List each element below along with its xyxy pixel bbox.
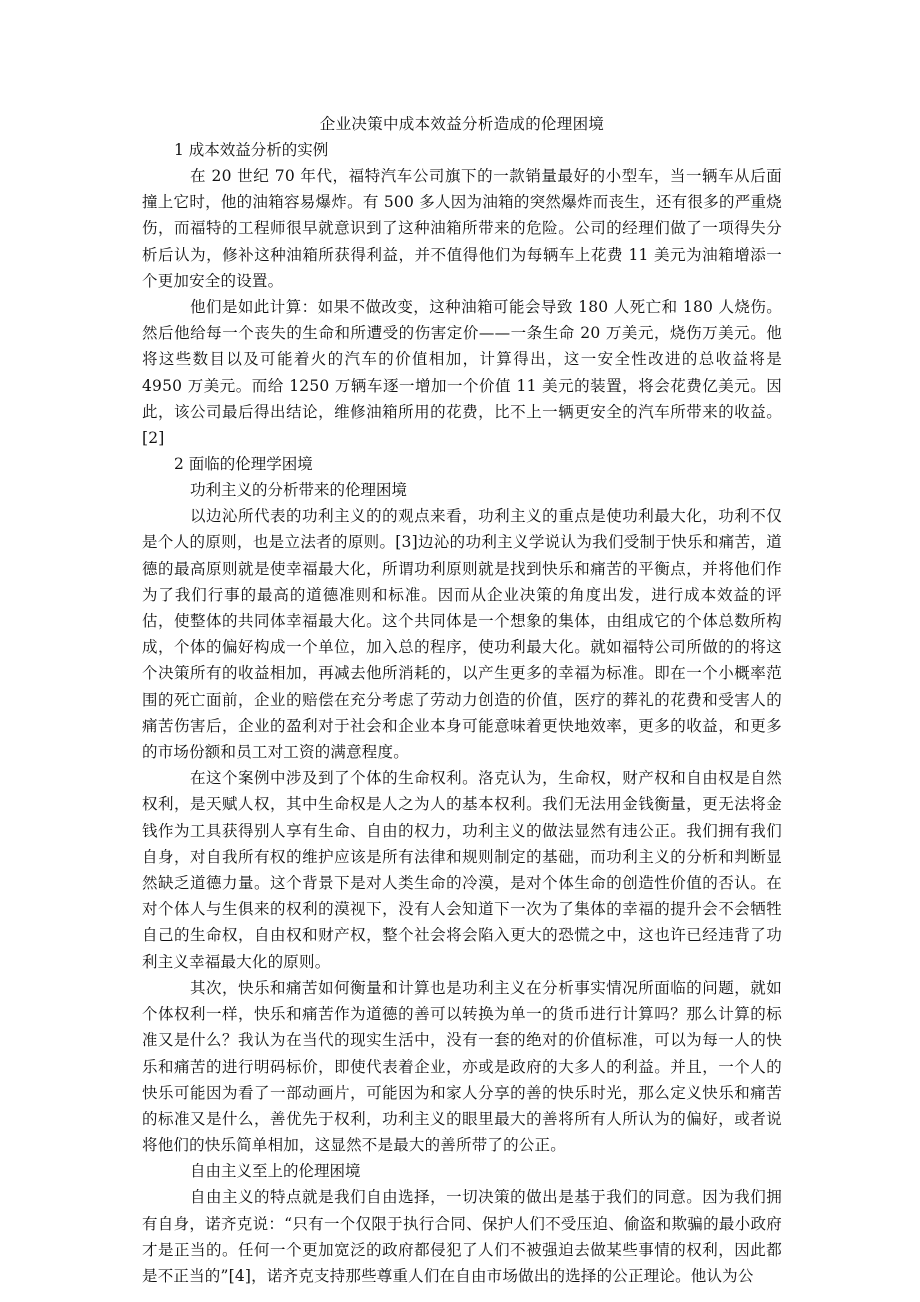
paragraph: 自由主义的特点就是我们自由选择，一切决策的做出是基于我们的同意。因为我们拥有自身，诺齐克说：“只有一个仅限于执行合同、保护人们不受压迫、偷盗和欺骗的最小政府才是正当的。任何一个更加宽泛的政府都侵犯了人们不被强迫去做某些事情的权利，因此都是不正当的”[4]，诺齐克支持那些尊重人们在自由市场做出的选择的公正理论。他认为公 xyxy=(142,1188,782,1285)
subsection-libertarianism-heading: 自由主义至上的伦理困境 xyxy=(190,1162,361,1181)
section-1-heading: 1 成本效益分析的实例 xyxy=(174,141,329,159)
subsection-utilitarianism-heading: 功利主义的分析带来的伦理困境 xyxy=(190,481,408,500)
document-title: 企业决策中成本效益分析造成的伦理困境 xyxy=(319,115,605,133)
section-2-heading: 2 面临的伦理学困境 xyxy=(174,455,313,474)
paragraph: 他们是如此计算：如果不做改变，这种油箱可能会导致 180 人死亡和 180 人烧伤。然后他给每一个丧失的生命和所遭受的伤害定价——一条生命 20 万美元，烧伤万美元。他将这些数目以及可能着火的汽车的价值相加，计算得出，这一安全性改进的总收益将是 4950 万美元。而给 1250 万辆车逐一增加一个价值 11 美元的装置，将会花费亿美元。因此，该公司最后得出结论，维修油箱所用的花费，比不上一辆更安全的汽车所带来的收益。[2] xyxy=(142,298,782,448)
paragraph: 在 20 世纪 70 年代，福特汽车公司旗下的一款销量最好的小型车，当一辆车从后面撞上它时，他的油箱容易爆炸。有 500 多人因为油箱的突然爆炸而丧生，还有很多的严重烧伤，而福特的工程师很早就意识到了这种油箱所带来的危险。公司的经理们做了一项得失分析后认为，修补这种油箱所获得利益，并不值得他们为每辆车上花费 11 美元为油箱增添一个更加安全的设置。 xyxy=(142,167,782,290)
paragraph: 在这个案例中涉及到了个体的生命权利。洛克认为，生命权，财产权和自由权是自然权利，是天赋人权，其中生命权是人之为人的基本权利。我们无法用金钱衡量，更无法将金钱作为工具获得别人享有生命、自由的权力，功利主义的做法显然有违公正。我们拥有我们自身，对自我所有权的维护应该是所有法律和规则制定的基础，而功利主义的分析和判断显然缺乏道德力量。这个背景下是对人类生命的冷漠，是对个体生命的创造性价值的否认。在对个体人与生俱来的权利的漠视下，没有人会知道下一次为了集体的幸福的提升会不会牺牲自己的生命权，自由权和财产权，整个社会将会陷入更大的恐慌之中，这也许已经违背了功利主义幸福最大化的原则。 xyxy=(142,769,782,971)
document-body xyxy=(142,111,782,1289)
paragraph: 其次，快乐和痛苦如何衡量和计算也是功利主义在分析事实情况所面临的问题，就如个体权利一样，快乐和痛苦作为道德的善可以转换为单一的货币进行计算吗？那么计算的标准又是什么？我认为在当代的现实生活中，没有一套的绝对的价值标准，可以为每一人的快乐和痛苦的进行明码标价，即使代表着企业，亦或是政府的大多人的利益。并且，一个人的快乐可能因为看了一部动画片，可能因为和家人分享的善的快乐时光，那么定义快乐和痛苦的标准又是什么，善优先于权利，功利主义的眼里最大的善将所有人所认为的偏好，或者说将他们的快乐简单相加，这显然不是最大的善所带了的公正。 xyxy=(142,978,782,1155)
paragraph: 以边沁所代表的功利主义的的观点来看，功利主义的重点是使功利最大化，功利不仅是个人的原则，也是立法者的原则。[3]边沁的功利主义学说认为我们受制于快乐和痛苦，道德的最高原则就是使幸福最大化，所谓功利原则就是找到快乐和痛苦的平衡点，并将他们作为了我们行事的最高的道德准则和标准。因而从企业决策的角度出发，进行成本效益的评估，使整体的共同体幸福最大化。这个共同体是一个想象的集体，由组成它的个体总数所构成，个体的偏好构成一个单位，加入总的程序，使功利最大化。就如福特公司所做的的将这个决策所有的收益相加，再减去他所消耗的，以产生更多的幸福为标准。即在一个小概率范围的死亡面前，企业的赔偿在充分考虑了劳动力创造的价值，医疗的葬礼的花费和受害人的痛苦伤害后，企业的盈利对于社会和企业本身可能意味着更快地效率，更多的收益，和更多的市场份额和员工对工资的满意程度。 xyxy=(142,507,782,762)
